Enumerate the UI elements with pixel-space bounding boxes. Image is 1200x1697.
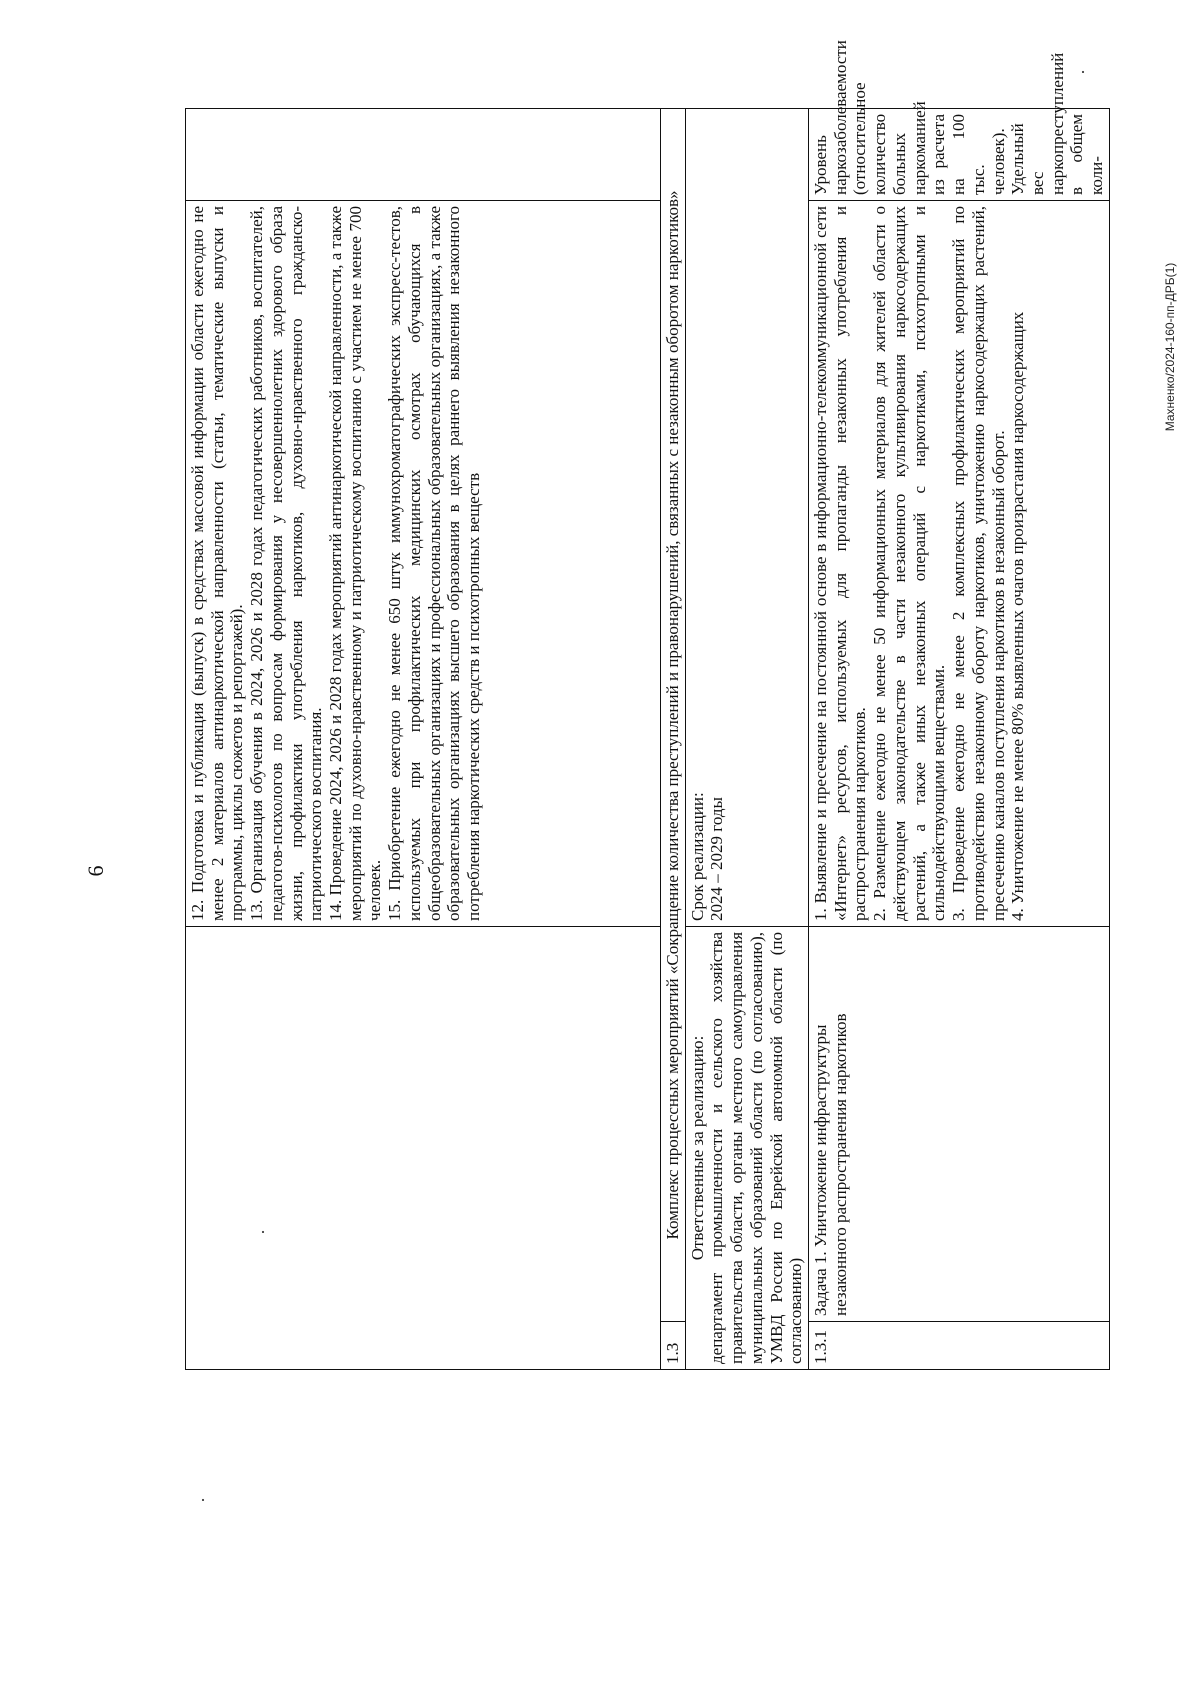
- measures-table: [185, 40, 1110, 1370]
- list-item: 14. Проведение 2024, 2026 и 2028 годах мероприятий антинаркотической направленности, а также мероприятий по духовно-нравственному и патриотическому воспитанию с участием не менее 700 человек.: [326, 206, 385, 921]
- list-item: 4. Уничтожение не менее 80% выявленных очагов произрастания наркосодержащих: [1008, 311, 1028, 921]
- period-label: Срок реализации:: [687, 792, 707, 921]
- empty-cell: [186, 926, 661, 1369]
- rotated-page: [185, 40, 1107, 1370]
- scan-speck: ·: [1080, 62, 1086, 82]
- period-cell: [685, 109, 808, 927]
- scan-speck: ·: [200, 1490, 206, 1510]
- responsible-cell: [685, 926, 808, 1369]
- table-row-prev-block: [186, 109, 661, 1370]
- prev-items-cell: [186, 201, 661, 927]
- list-item: 1. Выявление и пресечение на постоянной основе в информационно-телекоммуникационной сети «Интернет» ресурсов, используемых для пропаганды незаконных употребления и распространения наркотиков.: [811, 206, 870, 921]
- row-number: 1.3.1: [809, 1322, 1110, 1370]
- section-title: Комплекс процессных мероприятий «Сокращение количества преступлений и правонарушений, связанных с незаконным оборотом наркотиков»: [661, 109, 686, 1322]
- scan-speck: ·: [260, 1222, 266, 1242]
- list-item: 12. Подготовка и публикация (выпуск) в средствах массовой информации области ежегодно не менее 2 материалов антинаркотической направленности (статьи, тематические выпуски и программы, циклы сюжетов и репортажей).: [188, 206, 247, 921]
- list-item: 2. Размещение ежегодно не менее 50 информационных материалов для жителей области о действующем законодательстве в части незаконного культивирования наркосодержащих растений, а также иных незаконных операций с наркотиками, психотропными и сильнодействующими веществами.: [870, 206, 949, 921]
- section-number: 1.3: [661, 1322, 686, 1370]
- task-cell: Задача 1. Уничтожение инфраструктуры незаконного распространения наркотиков: [809, 926, 1110, 1321]
- period-value: 2024 – 2029 годы: [707, 797, 727, 921]
- page-number: 6: [83, 865, 108, 877]
- responsible-label: Ответственные за реализацию:: [687, 1035, 707, 1261]
- document-code: Махненко/2024-160-пп-ДРБ(1): [1163, 262, 1177, 432]
- empty-cell: [186, 109, 661, 201]
- table-row-responsible: [685, 109, 808, 1370]
- responsible-text: департамент промышленности и сельского хозяйства правительства области, органы местного самоуправления муниципальных образований области (по согласованию), УМВД России по Еврейской автономной области (по согласованию): [707, 931, 806, 1364]
- table-row-section: [661, 109, 686, 1370]
- list-item: 13. Организация обучения в 2024, 2026 и 2028 годах педагогических работников, воспитателей, педагогов-психологов по вопросам формирования у несовершеннолетних здорового образа жизни, профилактики употребления наркотиков, духовно-нравственного гражданско-патриотического воспитания.: [247, 206, 326, 921]
- list-item: 15. Приобретение ежегодно не менее 650 штук иммунохроматографических экспресс-тестов, используемых при профилактических медицинских осмотрах обучающихся в общеобразовательных организациях и профессиональных образовательных организациях, а также образовательных организациях высшего образования в целях раннего выявления незаконного потребления наркотических средств и психотропных веществ: [385, 206, 484, 921]
- indicator-cell: Уровень наркозаболеваемости (относительное количество больных наркоманией из расчета на 100 тыс. человек). Удельный вес наркопреступлений в общем коли-: [809, 109, 1110, 201]
- measures-cell: [809, 201, 1110, 927]
- table-row-131: [809, 109, 1110, 1370]
- list-item: 3. Проведение ежегодно не менее 2 комплексных профилактических мероприятий по противодействию незаконному обороту наркотиков, уничтожению наркосодержащих растений, пресечению каналов поступления наркотиков в незаконный оборот.: [949, 206, 1008, 921]
